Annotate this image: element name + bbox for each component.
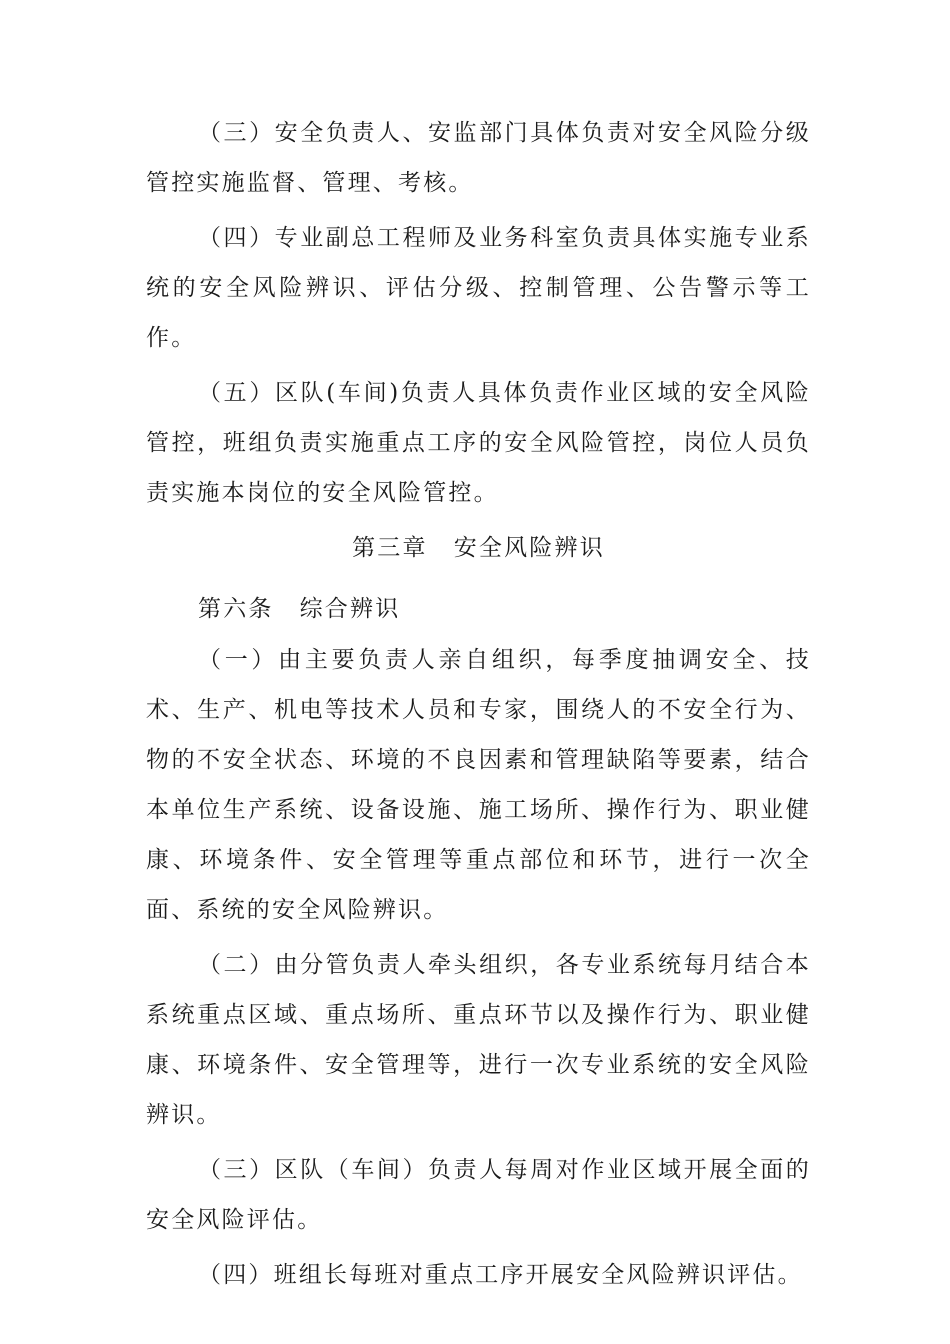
paragraph-identification-4: （四）班组长每班对重点工序开展安全风险辨识评估。	[198, 1262, 803, 1288]
article-heading	[146, 584, 811, 634]
document-body	[146, 108, 811, 1300]
chapter-heading	[146, 523, 811, 573]
chapter-title: 安全风险辨识	[453, 535, 605, 561]
paragraph-identification-3: （三）区队（车间）负责人每周对作业区域开展全面的安全风险评估。	[146, 1157, 811, 1233]
article-number: 第六条	[198, 596, 274, 622]
paragraph-identification-2: （二）由分管负责人牵头组织，各专业系统每月结合本系统重点区域、重点场所、重点环节以及操作行为、职业健康、环境条件、安全管理等，进行一次专业系统的安全风险辨识。	[146, 952, 811, 1128]
paragraph-duty-4: （四）专业副总工程师及业务科室负责具体实施专业系统的安全风险辨识、评估分级、控制管理、公告警示等工作。	[146, 225, 811, 351]
chapter-number: 第三章	[352, 535, 428, 561]
paragraph-identification-1: （一）由主要负责人亲自组织，每季度抽调安全、技术、生产、机电等技术人员和专家，围绕人的不安全行为、物的不安全状态、环境的不良因素和管理缺陷等要素，结合本单位生产系统、设备设施、施工场所、操作行为、职业健康、环境条件、安全管理等重点部位和环节，进行一次全面、系统的安全风险辨识。	[146, 647, 811, 923]
paragraph-duty-5: （五）区队(车间)负责人具体负责作业区域的安全风险管控，班组负责实施重点工序的安全风险管控，岗位人员负责实施本岗位的安全风险管控。	[146, 380, 811, 506]
paragraph-duty-3: （三）安全负责人、安监部门具体负责对安全风险分级管控实施监督、管理、考核。	[146, 120, 811, 196]
article-title: 综合辨识	[299, 596, 401, 622]
